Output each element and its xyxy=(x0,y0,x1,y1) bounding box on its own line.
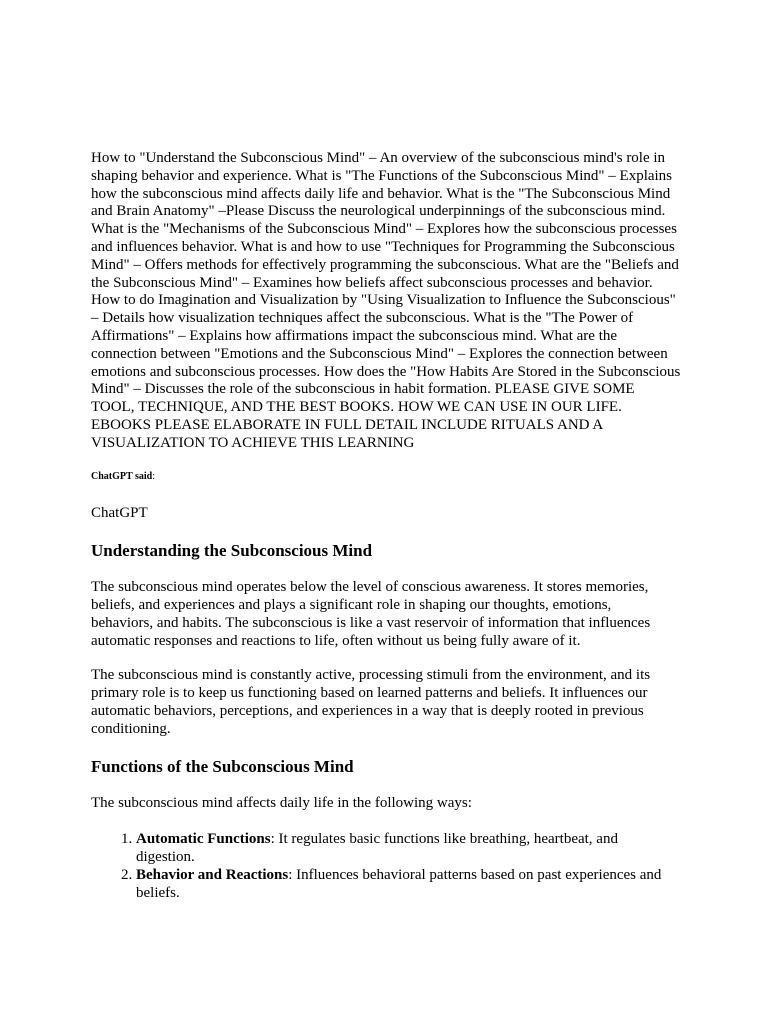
list-item-term: Behavior and Reactions xyxy=(136,866,289,883)
assistant-name: ChatGPT xyxy=(91,504,148,521)
section-heading-functions: Functions of the Subconscious Mind xyxy=(91,756,354,776)
list-item-desc: : It regulates basic functions like breathing, heartbeat, and digestion. xyxy=(136,830,618,865)
paragraph: The subconscious mind operates below the level of conscious awareness. It stores memories, beliefs, and experiences and plays a significant role in shaping our thoughts, emotions, behaviors, and habits. The subconscious is like a vast reservoir of information that influences automatic responses and reactions to life, often without us being fully aware of it. xyxy=(91,578,651,649)
user-prompt: How to "Understand the Subconscious Mind" – An overview of the subconscious mind's role in shaping behavior and experience. What is "The Functions of the Subconscious Mind" – Explains how the subconscious mind affects daily life and behavior. What is the "The Subconscious Mind and Brain Anatomy" –Please Discuss the neurological underpinnings of the subconscious mind. What is the "Mechanisms of the Subconscious Mind" – Explores how the subconscious processes and influences behavior. What is and how to use "Techniques for Programming the Subconscious Mind" – Offers methods for effectively programming the subconscious. What are the "Beliefs and the Subconscious Mind" – Examines how beliefs affect subconscious processes and behavior. How to do Imagination and Visualization by "Using Visualization to Influence the Subconscious" – Details how visualization techniques affect the subconscious. What is the "The Power of Affirmations" – Explains how affirmations impact the subconscious mind. What are the connection between "Emotions and the Subconscious Mind" – Explores the connection between emotions and subconscious processes. How does the "How Habits Are Stored in the Subconscious Mind" – Discusses the role of the subconscious in habit formation. PLEASE GIVE SOME TOOL, TECHNIQUE, AND THE BEST BOOKS. HOW WE CAN USE IN OUR LIFE. EBOOKS PLEASE ELABORATE IN FULL DETAIL INCLUDE RITUALS AND A VISUALIZATION TO ACHIEVE THIS LEARNING xyxy=(91,150,681,451)
section-heading-understanding: Understanding the Subconscious Mind xyxy=(91,540,373,560)
paragraph: The subconscious mind affects daily life in the following ways: xyxy=(91,794,472,811)
paragraph: The subconscious mind is constantly active, processing stimuli from the environment, and its primary role is to keep us functioning based on learned patterns and beliefs. It influences our automatic behaviors, perceptions, and experiences in a way that is deeply rooted in previous conditioning. xyxy=(91,666,651,737)
list-item xyxy=(136,866,676,902)
speaker-colon: : xyxy=(152,470,156,482)
list-item-term: Automatic Functions xyxy=(136,830,271,847)
functions-list xyxy=(91,830,676,902)
speaker-name: ChatGPT said xyxy=(91,470,153,482)
list-item-desc: : Influences behavioral patterns based on past experiences and beliefs. xyxy=(136,866,662,901)
speaker-label xyxy=(91,470,678,484)
list-item xyxy=(136,830,676,866)
